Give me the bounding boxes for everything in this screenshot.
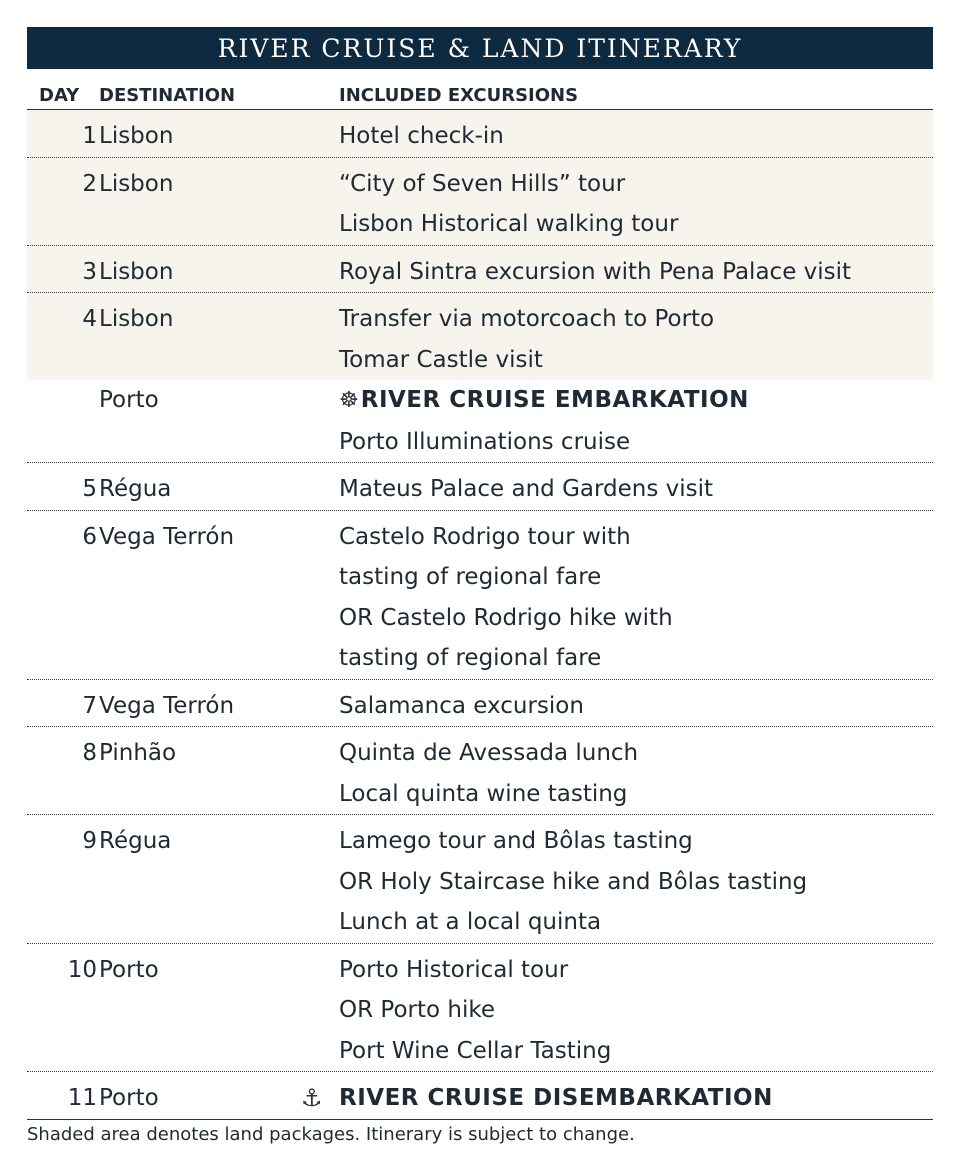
excursion: Transfer via motorcoach to Porto: [339, 306, 715, 332]
excursions: [339, 727, 933, 814]
footnote: Shaded area denotes land packages. Itinerary is subject to change.: [27, 1124, 635, 1145]
destination: Pinhão: [99, 740, 177, 766]
table-row: [27, 293, 933, 380]
itinerary-table: [27, 27, 933, 1120]
day-number: 8: [82, 740, 97, 766]
excursion: Hotel check-in: [339, 123, 504, 149]
table-row: [27, 727, 933, 815]
day-number: 3: [82, 258, 97, 285]
excursion: Quinta de Avessada lunch: [339, 740, 639, 766]
table-title: RIVER CRUISE & LAND ITINERARY: [27, 27, 933, 69]
header-excursions: INCLUDED EXCURSIONS: [339, 85, 579, 106]
day-number: 2: [82, 170, 97, 197]
destination: Vega Terrón: [99, 523, 235, 550]
excursions: [339, 246, 933, 293]
excursion: Lunch at a local quinta: [339, 909, 602, 935]
excursion: Salamanca excursion: [339, 692, 584, 719]
destination: Vega Terrón: [99, 692, 235, 719]
excursion: OR Holy Staircase hike and Bôlas tasting: [339, 868, 808, 895]
table-row: [27, 1072, 933, 1120]
excursions: [339, 293, 933, 380]
day-number: 10: [67, 956, 97, 983]
day-number: 11: [67, 1085, 97, 1111]
destination: Porto: [99, 956, 159, 983]
table-row: [27, 246, 933, 294]
day-number: 5: [82, 476, 97, 502]
excursion: Port Wine Cellar Tasting: [339, 1037, 612, 1064]
excursions: [339, 110, 933, 157]
day-number: 1: [82, 123, 97, 149]
excursion: OR Porto hike: [339, 997, 495, 1023]
destination: Régua: [99, 476, 172, 502]
excursion: OR Castelo Rodrigo hike with: [339, 604, 673, 631]
excursions: [339, 463, 933, 510]
destination: Régua: [99, 828, 172, 854]
table-row: [27, 110, 933, 158]
excursions: [339, 815, 933, 943]
table-row: [27, 511, 933, 680]
header-day: DAY: [39, 85, 80, 106]
table-row: [27, 463, 933, 511]
header-destination: DESTINATION: [99, 85, 236, 106]
excursion: Castelo Rodrigo tour with: [339, 523, 631, 550]
destination: Lisbon: [99, 170, 174, 197]
excursion: RIVER CRUISE EMBARKATION: [360, 387, 749, 413]
embarkation-line: [339, 380, 933, 422]
excursion: Porto Illuminations cruise: [339, 428, 631, 455]
excursion: Mateus Palace and Gardens visit: [339, 476, 714, 502]
table-row: [27, 944, 933, 1073]
anchor-icon: ⚓: [301, 1084, 323, 1112]
ships-wheel-icon: ☸: [339, 388, 359, 413]
destination: Porto: [99, 1085, 159, 1111]
excursion: RIVER CRUISE DISEMBARKATION: [339, 1085, 773, 1111]
excursions: [339, 511, 933, 679]
excursion: Lisbon Historical walking tour: [339, 211, 679, 237]
excursion: Porto Historical tour: [339, 956, 569, 983]
day-number: 7: [82, 692, 97, 719]
excursions: [339, 944, 933, 1072]
excursion: “City of Seven Hills” tour: [339, 170, 626, 197]
excursion: Royal Sintra excursion with Pena Palace visit: [339, 258, 852, 285]
excursions: [339, 680, 933, 727]
table-row: [27, 158, 933, 246]
disembarkation-line: [301, 1078, 933, 1119]
destination: Lisbon: [99, 306, 174, 332]
day-number: 4: [82, 306, 97, 332]
excursion: tasting of regional fare: [339, 645, 602, 671]
excursion: Local quinta wine tasting: [339, 780, 628, 807]
table-row: [27, 815, 933, 944]
excursions: [301, 1072, 933, 1119]
destination: Lisbon: [99, 123, 174, 149]
excursion: Lamego tour and Bôlas tasting: [339, 828, 693, 854]
excursions: [339, 380, 933, 462]
header-row: [27, 69, 933, 110]
destination: Porto: [99, 387, 159, 413]
table-row: [27, 380, 933, 463]
excursion: Tomar Castle visit: [339, 346, 543, 373]
destination: Lisbon: [99, 258, 174, 285]
table-row: [27, 680, 933, 728]
excursion: tasting of regional fare: [339, 564, 602, 590]
day-number: 9: [82, 828, 97, 854]
day-number: 6: [82, 523, 97, 550]
excursions: [339, 158, 933, 245]
